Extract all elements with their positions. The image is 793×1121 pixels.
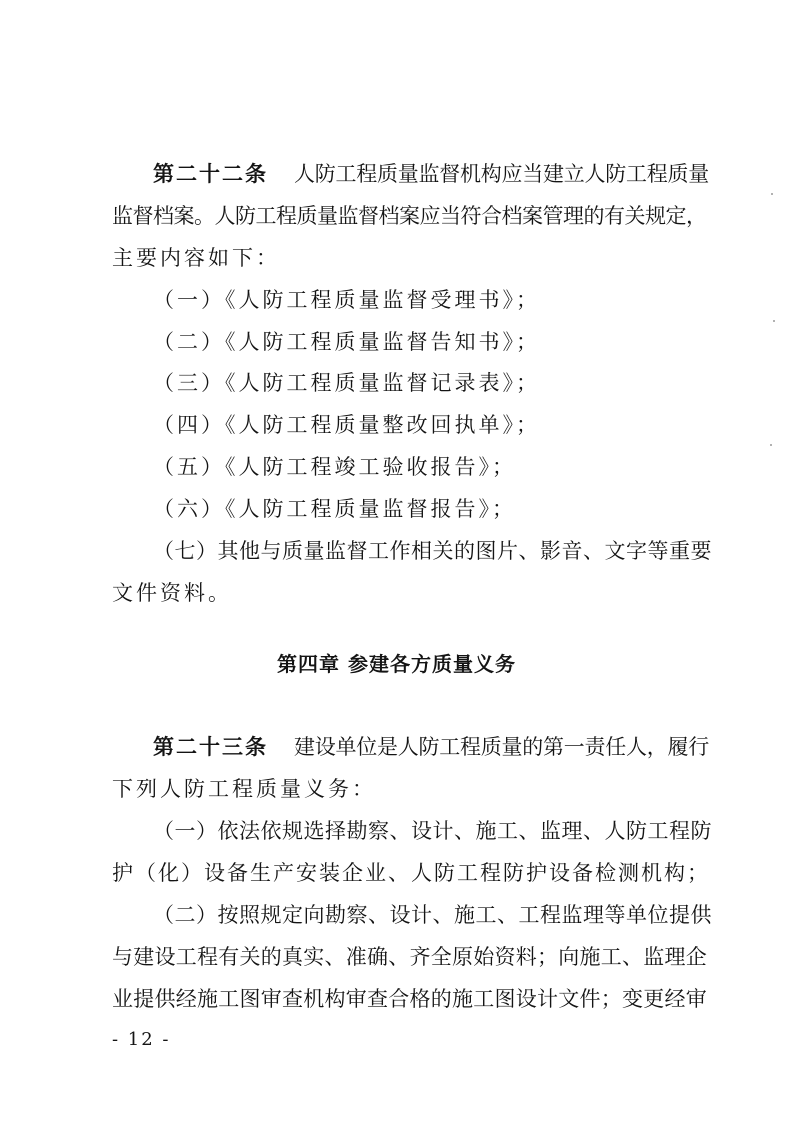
article-22-item-3: （三）《人防工程质量监督记录表》；	[153, 371, 540, 395]
article-23-item-2-line-2: 与建设工程有关的真实、准确、齐全原始资料；向施工、监理企	[112, 945, 707, 969]
article-22-line-1	[153, 160, 709, 188]
article-22-text: 人防工程质量监督机构应当建立人防工程质量	[294, 162, 709, 186]
article-23-line-1	[153, 733, 709, 761]
article-22-item-2: （二）《人防工程质量监督告知书》；	[153, 330, 540, 354]
article-22-item-1: （一）《人防工程质量监督受理书》；	[153, 288, 540, 312]
scan-speck	[770, 444, 772, 446]
article-23-label: 第二十三条	[153, 735, 268, 759]
article-22-item-5: （五）《人防工程竣工验收报告》；	[153, 455, 516, 479]
article-22-item-6: （六）《人防工程质量监督报告》；	[153, 497, 516, 521]
article-23-line-2: 下列人防工程质量义务：	[112, 777, 376, 801]
chapter-4-heading: 第四章 参建各方质量义务	[277, 652, 516, 676]
article-22-item-7: （七）其他与质量监督工作相关的图片、影音、文字等重要	[153, 539, 712, 563]
page-number: - 12 -	[112, 1029, 171, 1050]
article-22-item-4: （四）《人防工程质量整改回执单》；	[153, 413, 540, 437]
article-23-item-2-line-3: 业提供经施工图审查机构审查合格的施工图设计文件；变更经审	[112, 987, 707, 1011]
article-23-item-2-line-1: （二）按照规定向勘察、设计、施工、工程监理等单位提供	[153, 903, 712, 927]
article-22-label: 第二十二条	[153, 162, 268, 186]
article-22-item-7-continued: 文件资料。	[112, 581, 232, 605]
article-22-line-3: 主要内容如下：	[112, 246, 280, 270]
scan-speck	[773, 320, 775, 322]
scan-speck	[771, 193, 773, 195]
article-23-text: 建设单位是人防工程质量的第一责任人，履行	[294, 735, 709, 759]
article-23-item-1-line-2: 护（化）设备生产安装企业、人防工程防护设备检测机构；	[112, 861, 710, 885]
article-22-line-2: 监督档案。人防工程质量监督档案应当符合档案管理的有关规定，	[112, 204, 707, 228]
article-23-item-1-line-1: （一）依法依规选择勘察、设计、施工、监理、人防工程防	[153, 819, 712, 843]
